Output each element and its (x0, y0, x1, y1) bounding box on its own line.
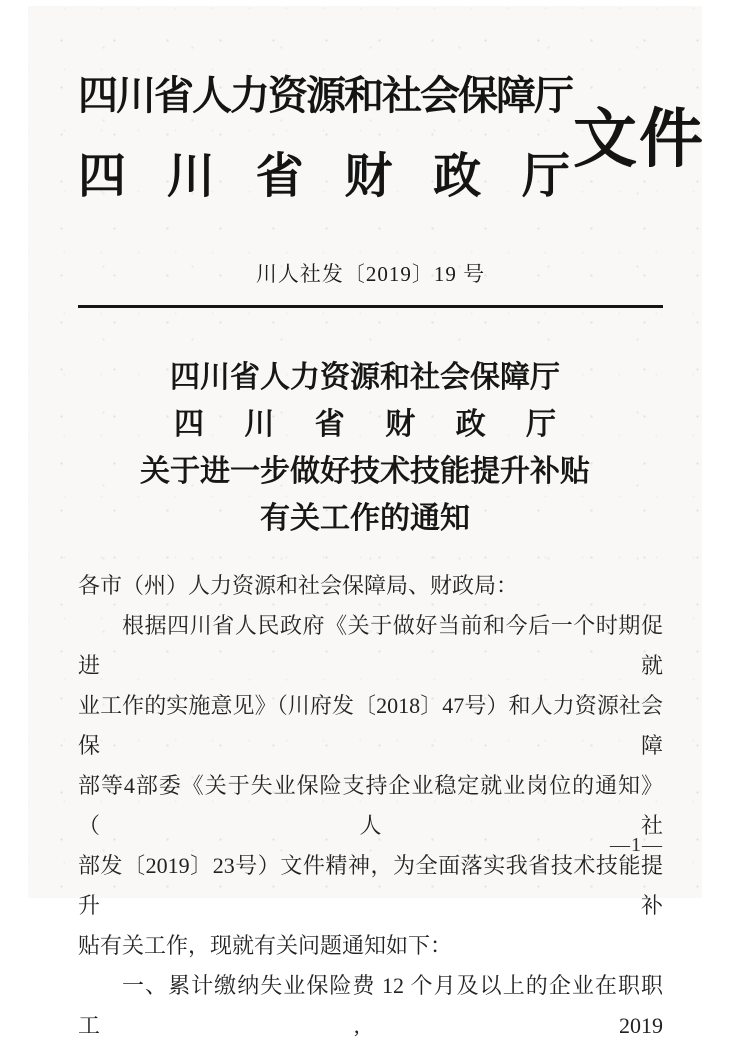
document-title-line4: 有关工作的通知 (260, 502, 470, 535)
document-title-line2 (28, 401, 702, 448)
document-title-line2-text: 四川省财政厅 (174, 408, 556, 441)
document-title (28, 354, 702, 542)
page-number: —1— (610, 834, 663, 856)
scanned-document-page (28, 6, 705, 1038)
body-text-line: 部等4部委《关于失业保险支持企业稳定就业岗位的通知》（人社 (78, 773, 663, 838)
document-title-line1: 四川省人力资源和社会保障厅 (170, 361, 560, 394)
letterhead-org-line1: 四川省人力资源和社会保障厅 (78, 73, 572, 118)
body-text-line: 贴有关工作，现就有关问题通知如下： (78, 933, 453, 958)
letterhead-doc-type-label: 文件 (573, 104, 705, 175)
body-text-line: 部发〔2019〕23号）文件精神，为全面落实我省技术技能提升补 (78, 853, 663, 918)
document-reference-number: 川人社发〔2019〕19 号 (255, 262, 486, 286)
body-text-line: 一、累计缴纳失业保险费 12 个月及以上的企业在职职工, 2019 (78, 973, 663, 1038)
letterhead-org-line2: 四川省财政厅 (78, 150, 570, 203)
letterhead-divider-rule (78, 305, 663, 308)
body-text-line: 业工作的实施意见》（川府发〔2018〕47号）和人力资源社会保障 (78, 693, 663, 758)
document-title-line3: 关于进一步做好技术技能提升补贴 (140, 455, 590, 488)
document-body (78, 566, 663, 1046)
salutation-line: 各市（州）人力资源和社会保障局、财政局： (78, 573, 519, 598)
body-text-line: 根据四川省人民政府《关于做好当前和今后一个时期促进就 (78, 613, 663, 678)
